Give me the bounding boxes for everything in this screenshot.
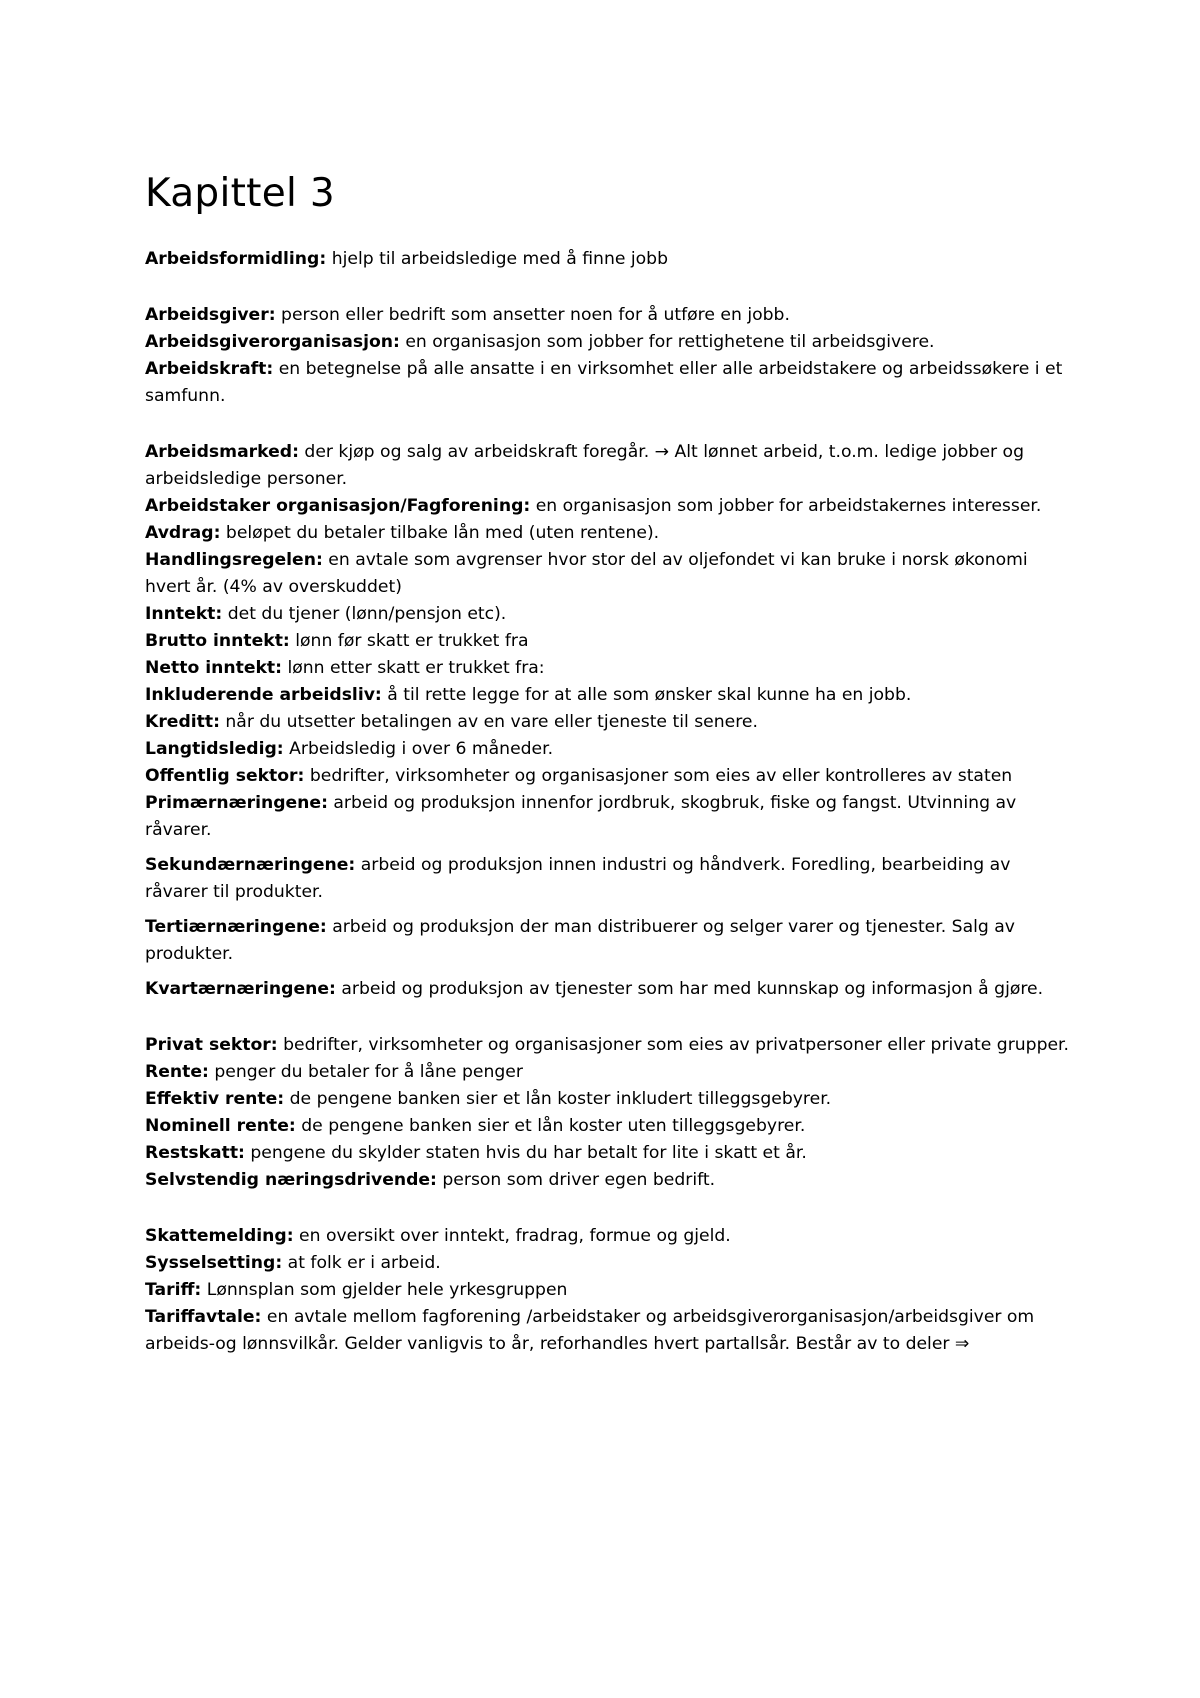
glossary-definition: person som driver egen bedrift. [436, 1170, 716, 1190]
glossary-entry [145, 790, 1075, 844]
glossary-definition: det du tjener (lønn/pensjon etc). [222, 604, 507, 624]
page-title: Kapittel 3 [145, 171, 336, 216]
glossary-entry [145, 914, 1075, 968]
glossary-definition: arbeid og produksjon innenfor jordbruk, skogbruk, fiske og fangst. Utvinning av råvarer. [145, 793, 1017, 840]
glossary-term: Selvstendig næringsdrivende: [145, 1170, 437, 1190]
glossary-entry [145, 1167, 1075, 1194]
glossary-entry [145, 493, 1075, 520]
glossary-term: Arbeidsgiverorganisasjon: [145, 332, 400, 352]
glossary-definition: person eller bedrift som ansetter noen for å utføre en jobb. [275, 305, 790, 325]
glossary-definition: bedrifter, virksomheter og organisasjoner som eies av privatpersoner eller private grupper. [277, 1035, 1070, 1055]
glossary-definition: lønn før skatt er trukket fra [289, 631, 529, 651]
glossary-definition: en betegnelse på alle ansatte i en virksomhet eller alle arbeidstakere og arbeidssøkere i et samfunn. [145, 359, 1063, 406]
glossary-entry [145, 246, 1075, 273]
glossary-definition: en oversikt over inntekt, fradrag, formue og gjeld. [293, 1226, 731, 1246]
glossary-term: Kreditt: [145, 712, 220, 732]
glossary-term: Inntekt: [145, 604, 223, 624]
glossary-list [145, 246, 1075, 1358]
glossary-entry [145, 763, 1075, 790]
glossary-term: Skattemelding: [145, 1226, 294, 1246]
glossary-definition: Lønnsplan som gjelder hele yrkesgruppen [201, 1280, 568, 1300]
glossary-definition: en organisasjon som jobber for arbeidstakernes interesser. [530, 496, 1042, 516]
glossary-term: Arbeidsgiver: [145, 305, 276, 325]
glossary-term: Privat sektor: [145, 1035, 278, 1055]
glossary-entry [145, 1032, 1075, 1059]
glossary-term: Sekundærnæringene: [145, 855, 356, 875]
glossary-entry [145, 736, 1075, 763]
glossary-term: Tariff: [145, 1280, 202, 1300]
glossary-entry [145, 976, 1075, 1003]
glossary-definition: beløpet du betaler tilbake lån med (uten rentene). [220, 523, 660, 543]
glossary-entry [145, 356, 1075, 410]
glossary-entry [145, 655, 1075, 682]
glossary-definition: bedrifter, virksomheter og organisasjoner som eies av eller kontrolleres av staten [304, 766, 1013, 786]
glossary-entry [145, 852, 1075, 906]
glossary-entry [145, 1086, 1075, 1113]
glossary-entry [145, 1304, 1075, 1358]
glossary-term: Avdrag: [145, 523, 221, 543]
glossary-definition: de pengene banken sier et lån koster uten tilleggsgebyrer. [295, 1116, 806, 1136]
glossary-definition: de pengene banken sier et lån koster inkludert tilleggsgebyrer. [284, 1089, 832, 1109]
glossary-definition: en avtale som avgrenser hvor stor del av oljefondet vi kan bruke i norsk økonomi hvert år. (4% av overskuddet) [145, 550, 1028, 597]
glossary-definition: hjelp til arbeidsledige med å finne jobb [326, 249, 668, 269]
glossary-term: Tariffavtale: [145, 1307, 262, 1327]
glossary-definition: penger du betaler for å låne penger [208, 1062, 523, 1082]
glossary-definition: pengene du skylder staten hvis du har betalt for lite i skatt et år. [244, 1143, 807, 1163]
glossary-entry [145, 628, 1075, 655]
glossary-definition: når du utsetter betalingen av en vare eller tjeneste til senere. [219, 712, 758, 732]
glossary-term: Arbeidsformidling: [145, 249, 327, 269]
glossary-entry [145, 1059, 1075, 1086]
glossary-term: Handlingsregelen: [145, 550, 323, 570]
glossary-definition: at folk er i arbeid. [282, 1253, 441, 1273]
glossary-term: Offentlig sektor: [145, 766, 305, 786]
glossary-definition: Arbeidsledig i over 6 måneder. [283, 739, 554, 759]
glossary-definition: lønn etter skatt er trukket fra: [282, 658, 545, 678]
glossary-term: Arbeidstaker organisasjon/Fagforening: [145, 496, 531, 516]
glossary-term: Sysselsetting: [145, 1253, 283, 1273]
glossary-term: Restskatt: [145, 1143, 245, 1163]
glossary-term: Netto inntekt: [145, 658, 283, 678]
glossary-definition: å til rette legge for at alle som ønsker skal kunne ha en jobb. [381, 685, 912, 705]
glossary-term: Primærnæringene: [145, 793, 328, 813]
glossary-definition: arbeid og produksjon der man distribuerer og selger varer og tjenester. Salg av produkter. [145, 917, 1015, 964]
glossary-definition: arbeid og produksjon av tjenester som har med kunnskap og informasjon å gjøre. [335, 979, 1044, 999]
glossary-term: Brutto inntekt: [145, 631, 290, 651]
glossary-entry [145, 682, 1075, 709]
glossary-term: Langtidsledig: [145, 739, 284, 759]
glossary-entry [145, 1140, 1075, 1167]
glossary-definition: arbeid og produksjon innen industri og håndverk. Foredling, bearbeiding av råvarer til produkter. [145, 855, 1011, 902]
glossary-entry [145, 601, 1075, 628]
glossary-term: Arbeidskraft: [145, 359, 274, 379]
glossary-entry [145, 709, 1075, 736]
glossary-entry [145, 302, 1075, 329]
glossary-term: Rente: [145, 1062, 209, 1082]
glossary-entry [145, 520, 1075, 547]
glossary-term: Effektiv rente: [145, 1089, 285, 1109]
glossary-definition: en avtale mellom fagforening /arbeidstaker og arbeidsgiverorganisasjon/arbeidsgiver om arbeids-og lønnsvilkår. Gelder vanligvis to år, reforhandles hvert partallsår. Består av to deler ⇒ [145, 1307, 1035, 1354]
glossary-term: Nominell rente: [145, 1116, 296, 1136]
document-body [145, 170, 1075, 1358]
glossary-entry [145, 1223, 1075, 1250]
glossary-entry [145, 439, 1075, 493]
glossary-term: Tertiærnæringene: [145, 917, 327, 937]
glossary-entry [145, 329, 1075, 356]
glossary-entry [145, 1250, 1075, 1277]
glossary-entry [145, 1277, 1075, 1304]
glossary-definition: der kjøp og salg av arbeidskraft foregår. → Alt lønnet arbeid, t.o.m. ledige jobber og arbeidsledige personer. [145, 442, 1024, 489]
glossary-term: Arbeidsmarked: [145, 442, 299, 462]
glossary-term: Inkluderende arbeidsliv: [145, 685, 382, 705]
glossary-term: Kvartærnæringene: [145, 979, 336, 999]
glossary-definition: en organisasjon som jobber for rettighetene til arbeidsgivere. [399, 332, 935, 352]
glossary-entry [145, 547, 1075, 601]
glossary-entry [145, 1113, 1075, 1140]
